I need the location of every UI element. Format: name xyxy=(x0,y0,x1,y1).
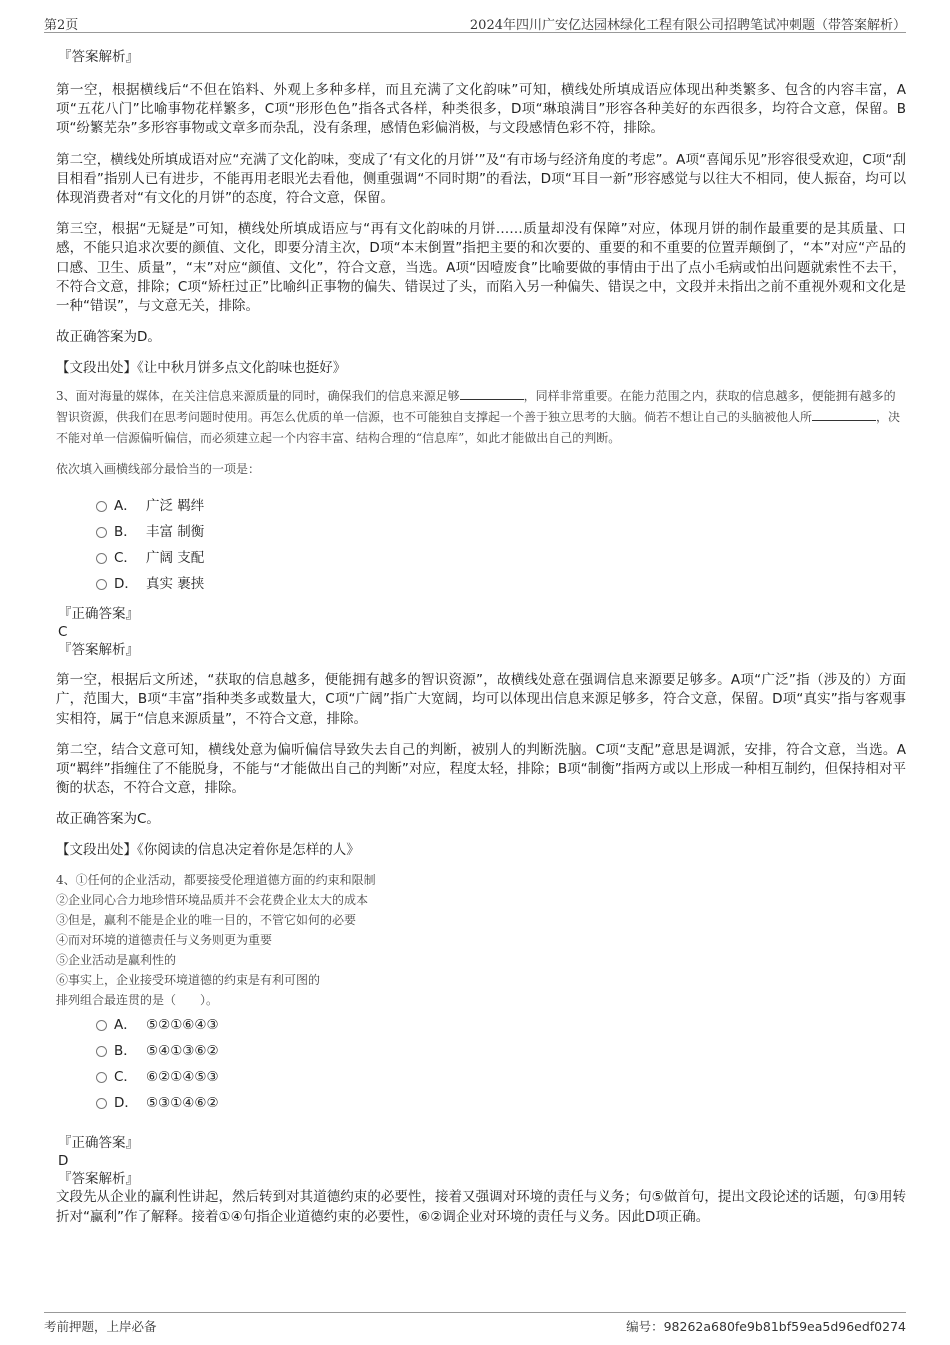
q4-line: ④而对环境的道德责任与义务则更为重要 xyxy=(56,933,273,948)
q2-analysis-label: 『答案解析』 xyxy=(58,49,139,65)
q4-answer: D xyxy=(58,1153,69,1170)
q3-analysis-label: 『答案解析』 xyxy=(58,642,139,659)
q4-line: ⑥事实上，企业接受环境道德的约束是有利可图的 xyxy=(56,973,321,988)
q3-answer: C xyxy=(58,624,68,641)
q4-analysis-label: 『答案解析』 xyxy=(58,1171,139,1188)
radio-circle-icon[interactable] xyxy=(96,553,107,564)
q4-option-b[interactable]: B． ⑤④①③⑥② xyxy=(56,1038,906,1064)
content xyxy=(56,48,906,1227)
q4-line: 排列组合最连贯的是（ ）。 xyxy=(56,993,219,1008)
q4-line: 4、①任何的企业活动，都要接受伦理道德方面的约束和限制 xyxy=(56,873,376,888)
page-number: 第2页 xyxy=(44,18,79,33)
document-title: 2024年四川广安亿达园林绿化工程有限公司招聘笔试冲刺题（带答案解析） xyxy=(469,18,906,33)
radio-circle-icon[interactable] xyxy=(96,579,107,590)
radio-circle-icon[interactable] xyxy=(96,1020,107,1031)
footer-slogan: 考前押题，上岸必备 xyxy=(44,1319,157,1334)
q3-instruction: 依次填入画横线部分最恰当的一项是： xyxy=(56,462,261,477)
q3-answer-label: 『正确答案』 xyxy=(58,606,139,623)
q3-option-a[interactable]: A． 广泛 羁绊 xyxy=(56,493,906,519)
radio-circle-icon[interactable] xyxy=(96,1098,107,1109)
radio-circle-icon[interactable] xyxy=(96,501,107,512)
q2-conclusion: 故正确答案为D。 xyxy=(56,329,161,346)
q2-analysis-paragraph: 第一空，根据横线后“不但在馅料、外观上多种多样，而且充满了文化韵味”可知，横线处所填成语应体现出种类繁多、包含的内容丰富，A项“五花八门”比喻事物花样繁多，C项“形形色色”指各式各样，种类很多，D项“琳琅满目”形容各种美好的东西很多，均符合文意，保留。B项“纷繁芜杂”多形容事物或文章多而杂乱，没有条理，感情色彩偏消极，与文段感情色彩不符，排除。 xyxy=(56,82,906,137)
q3-analysis-paragraph: 第一空，根据后文所述，“获取的信息越多，便能拥有越多的智识资源”，故横线处意在强调信息来源要足够多。A项“广泛”指（涉及的）方面广，范围大，B项“丰富”指种类多或数量大，C项“广阔”指广大宽阔，均可以体现出信息来源足够多，符合文意，保留。D项“真实”指与客观事实相符，属于“信息来源质量”，不符合文意，排除。 xyxy=(56,672,906,727)
q3-option-c[interactable]: C． 广阔 支配 xyxy=(56,545,906,571)
q4-stem xyxy=(56,870,906,1010)
radio-circle-icon[interactable] xyxy=(96,1046,107,1057)
q4-option-a[interactable]: A． ⑤②①⑥④③ xyxy=(56,1012,906,1038)
q4-line: ②企业同心合力地珍惜环境品质并不会花费企业太大的成本 xyxy=(56,893,369,908)
q4-option-d[interactable]: D． ⑤③①④⑥② xyxy=(56,1090,906,1116)
q4-option-c[interactable]: C． ⑥②①④⑤③ xyxy=(56,1064,906,1090)
q4-line: ③但是，赢利不能是企业的唯一目的，不管它如何的必要 xyxy=(56,913,357,928)
q3-analysis-paragraph: 第二空，结合文意可知，横线处意为偏听偏信导致失去自己的判断，被别人的判断洗脑。C项“支配”意思是调派，安排，符合文意，当选。A项“羁绊”指缠住了不能脱身，不能与“才能做出自己的判断”对应，程度太轻，排除；B项“制衡”指两方或以上形成一种相互制约，但保持相对平衡的状态，不符合文意，排除。 xyxy=(56,741,906,797)
q3-stem: 3、面对海量的媒体，在关注信息来源质量的同时，确保我们的信息来源足够 ，同样非常重要。在能力范围之内，获取的信息越多，便能拥有越多的智识资源，供我们在思考问题时使用。再怎么优质的单一信源，也不可能独自支撑起一个善于独立思考的大脑。倘若不想让自己的头脑被他人所 ，决不能对单一信源偏听偏信，而必须建立起一个内容丰富、结构合理的“信息库”，如此才能做出自己的判断。 xyxy=(56,386,906,449)
q4-answer-label: 『正确答案』 xyxy=(58,1135,139,1152)
q2-source: 【文段出处】《让中秋月饼多点文化韵味也挺好》 xyxy=(56,360,347,377)
q2-analysis-paragraph: 第二空，横线处所填成语对应“充满了文化韵味，变成了‘有文化的月饼’”及“有市场与经济角度的考虑”。A项“喜闻乐见”形容很受欢迎，C项“刮目相看”指别人已有进步，不能再用老眼光去看他，侧重强调“不同时期”的看法，D项“耳目一新”形容感觉与以往大不相同，使人振奋，均可以体现消费者对“有文化的月饼”的态度，符合文意，保留。 xyxy=(56,151,906,207)
radio-circle-icon[interactable] xyxy=(96,527,107,538)
q4-analysis-paragraph: 文段先从企业的赢利性讲起，然后转到对其道德约束的必要性，接着又强调对环境的责任与义务；句⑤做首句，提出文段论述的话题，句③用转折对“赢利”作了解释。接着①④句指企业道德约束的必要性，⑥②调企业对环境的责任与义务。因此D项正确。 xyxy=(56,1189,906,1225)
q3-option-d[interactable]: D． 真实 裹挟 xyxy=(56,571,906,597)
q4-line: ⑤企业活动是赢利性的 xyxy=(56,953,177,968)
q3-conclusion: 故正确答案为C。 xyxy=(56,811,160,828)
answer-blank xyxy=(812,407,876,421)
q2-analysis-paragraph: 第三空，根据“无疑是”可知，横线处所填成语应与“再有文化韵味的月饼……质量却没有保障”对应，体现月饼的制作最重要的是其质量、口感，不能只追求次要的颜值、文化，即要分清主次，D项“本末倒置”指把主要的和次要的、重要的和不重要的位置弄颠倒了，“本”对应“产品的口感、卫生、质量”，“末”对应“颜值、文化”，符合文意，当选。A项“因噎废食”比喻要做的事情由于出了点小毛病或怕出问题就索性不去干，不符合文意，排除；C项“矫枉过正”比喻纠正事物的偏失、错误过了头，而陷入另一种偏失、错误之中，文段并未指出之前不重视外观和文化是一种“错误”，与文意无关，排除。 xyxy=(56,221,906,315)
page-footer xyxy=(44,1312,906,1335)
page-header xyxy=(44,10,906,33)
q3-options xyxy=(56,493,906,597)
q4-options xyxy=(56,1012,906,1116)
answer-blank xyxy=(460,386,524,400)
q3-source: 【文段出处】《你阅读的信息决定着你是怎样的人》 xyxy=(56,842,360,859)
radio-circle-icon[interactable] xyxy=(96,1072,107,1083)
document-code: 编号：98262a680fe9b81bf59ea5d96edf0274 xyxy=(626,1319,906,1334)
q3-option-b[interactable]: B． 丰富 制衡 xyxy=(56,519,906,545)
